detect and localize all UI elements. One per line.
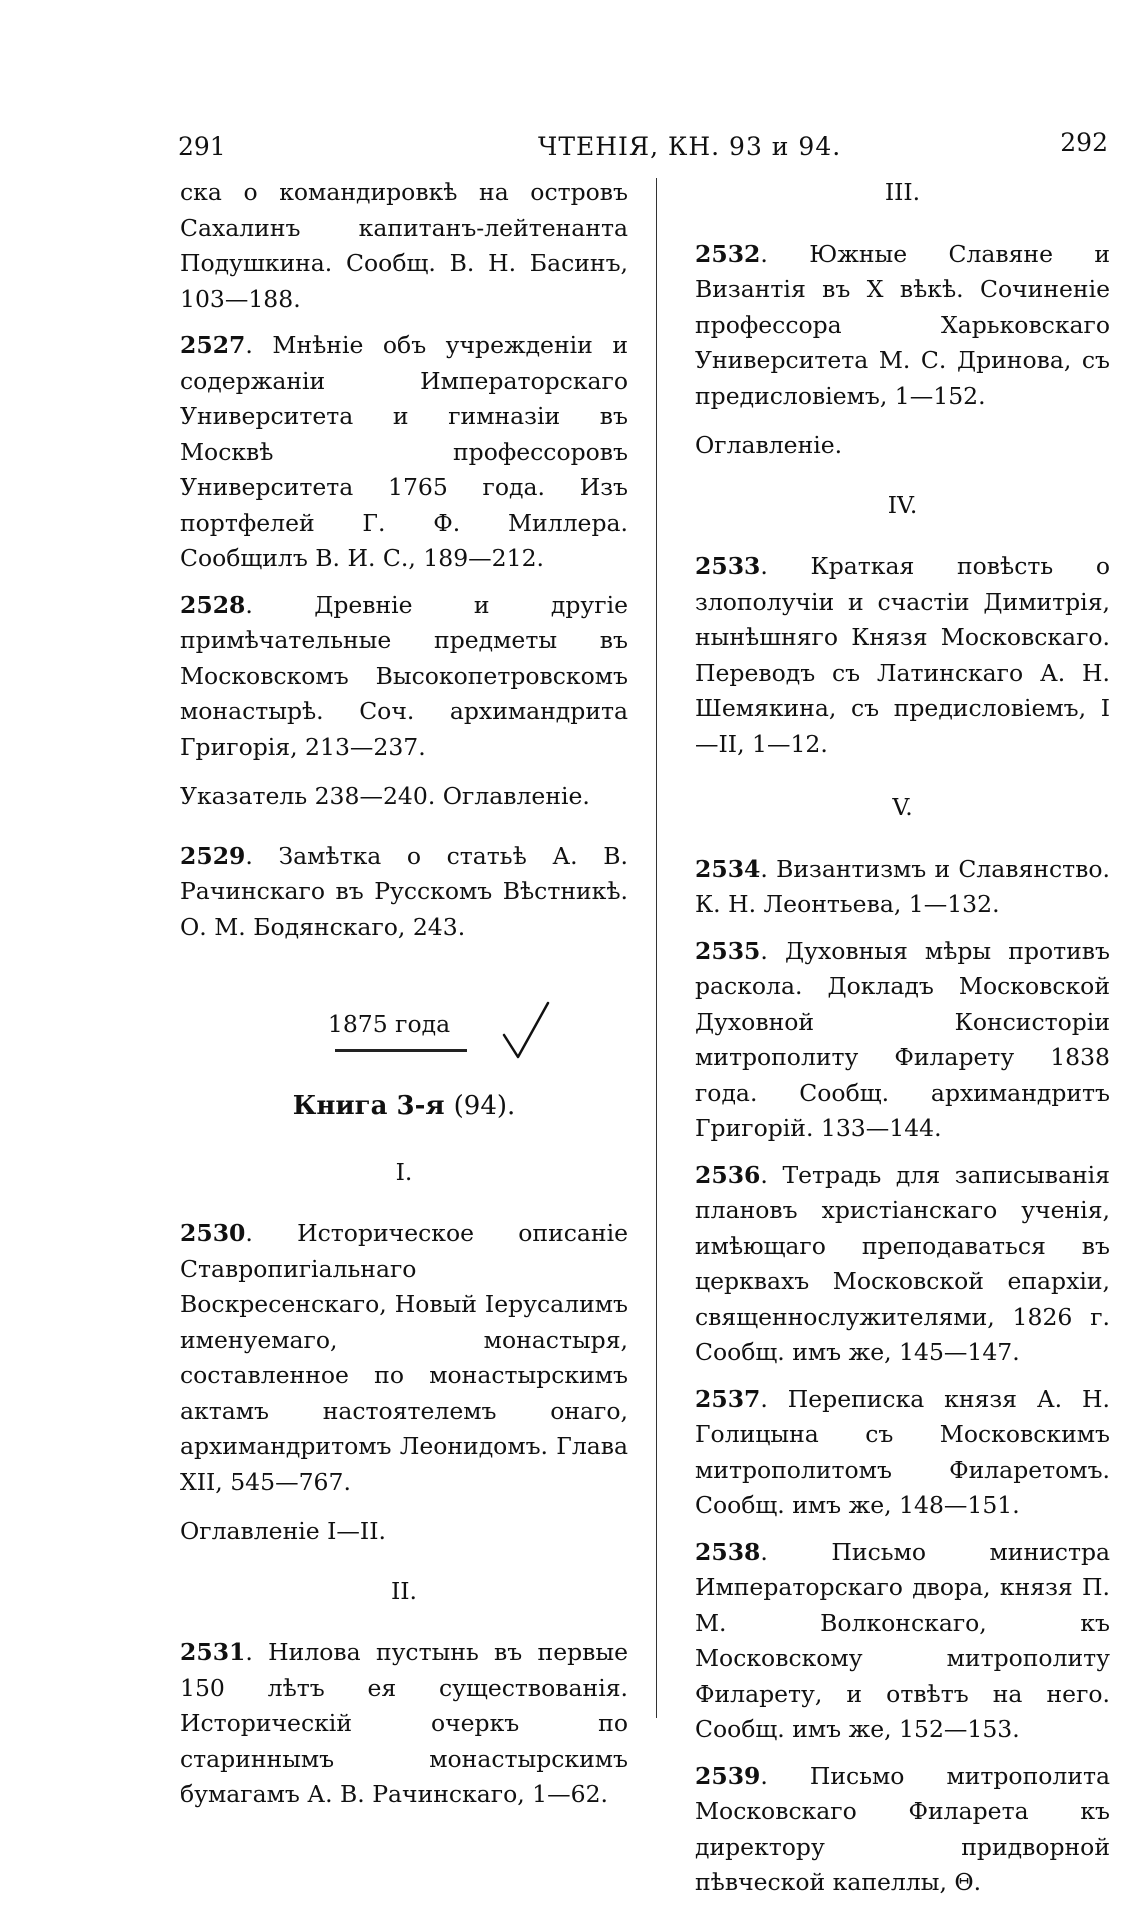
page-number-left: 291 bbox=[178, 132, 226, 161]
entry-number: 2533 bbox=[695, 552, 761, 580]
entry-2534 bbox=[695, 852, 1110, 923]
section-heading-iii: III. bbox=[884, 178, 921, 206]
entry-2535 bbox=[695, 934, 1110, 1147]
entry-2538 bbox=[695, 1535, 1110, 1748]
year-underline bbox=[335, 1049, 467, 1052]
entry-number: 2534 bbox=[695, 854, 761, 883]
entry-2528 bbox=[180, 588, 628, 766]
entry-number: 2528 bbox=[180, 590, 246, 619]
entry-number: 2537 bbox=[695, 1384, 761, 1413]
section-heading-v: V. bbox=[892, 793, 913, 821]
entry-number: 2538 bbox=[695, 1537, 761, 1566]
section-heading-ii: II. bbox=[390, 1576, 418, 1605]
entry-2529 bbox=[180, 839, 628, 946]
column-divider bbox=[656, 178, 657, 1718]
entry-number: 2539 bbox=[695, 1761, 761, 1790]
entry-number: 2532 bbox=[695, 239, 761, 268]
year-heading bbox=[180, 1007, 628, 1077]
entry-text: . Мнѣніе объ учрежденіи и содержаніи Императорскаго Университета и гимназіи въ Москвѣ профессоровъ Университета 1765 года. Изъ портфелей Г. Ф. Миллера. Сообщилъ В. И. С., 189—212. bbox=[180, 331, 628, 572]
right-column bbox=[695, 175, 1110, 1912]
entry-2532 bbox=[695, 237, 1110, 415]
entry-text: . Духовныя мѣры противъ раскола. Докладъ Московской Духовной Консисторіи митрополиту Филарету 1838 года. Сообщ. архимандритъ Григорій. 133—144. bbox=[695, 936, 1110, 1142]
running-header bbox=[178, 128, 1108, 168]
entry-text: . Тетрадь для записыванія плановъ христіанскаго ученія, имѣющаго преподаваться въ церквахъ Московской епархіи, священнослужителями, 1826 г. Сообщ. имъ же, 145—147. bbox=[695, 1160, 1110, 1366]
entry-text: . Нилова пустынь въ первые 150 лѣтъ ея существованія. Историческій очеркъ по стариннымъ монастырскимъ бумагамъ А. В. Рачинскаго, 1—62. bbox=[180, 1638, 628, 1808]
entry-number: 2530 bbox=[180, 1219, 246, 1247]
left-column bbox=[180, 175, 628, 1824]
entry-2533 bbox=[695, 549, 1110, 762]
entry-text: . Краткая повѣсть о злополучіи и счастіи Димитрія, нынѣшняго Князя Московскаго. Переводъ съ Латинскаго А. Н. Шемякина, съ предисловіемъ, I—II, 1—12. bbox=[695, 552, 1110, 758]
entry-text: . Историческое описаніе Ставропигіальнаго Воскресенскаго, Новый Іерусалимъ именуемаго, монастыря, составленное по монастырскимъ актамъ настоятелемъ онаго, архимандритомъ Леонидомъ. Глава XII, 545—767. bbox=[180, 1219, 628, 1496]
entry-2531 bbox=[180, 1635, 628, 1813]
entry-text: . Древніе и другіе примѣчательные предметы въ Московскомъ Высокопетровскомъ монастырѣ. Соч. архимандрита Григорія, 213—237. bbox=[180, 590, 628, 761]
index-line: Указатель 238—240. Оглавленіе. bbox=[180, 782, 590, 810]
entry-text: . Замѣтка о статьѣ А. В. Рачинскаго въ Русскомъ Вѣстникѣ. О. М. Бодянскаго, 243. bbox=[180, 841, 628, 941]
entry-text: . Византизмъ и Славянство. К. Н. Леонтьева, 1—132. bbox=[695, 854, 1110, 918]
entry-text: . Письмо министра Императорскаго двора, князя П. М. Волконскаго, къ Московскому митрополиту Филарету, и отвѣтъ на него. Сообщ. имъ же, 152—153. bbox=[695, 1537, 1110, 1743]
section-heading-iv: IV. bbox=[887, 490, 918, 519]
page-number-right: 292 bbox=[1060, 128, 1108, 157]
entry-2530 bbox=[180, 1216, 628, 1500]
book-number: (94). bbox=[453, 1091, 516, 1121]
book-title: Книга 3-я bbox=[292, 1091, 445, 1121]
entry-continued: ска о командировкѣ на островъ Сахалинъ капитанъ-лейтенанта Подушкина. Сообщ. В. Н. Басинъ, 103—188. bbox=[180, 178, 628, 313]
toc-line: Оглавленіе. bbox=[695, 431, 843, 459]
entry-2539 bbox=[695, 1759, 1110, 1901]
entry-2527 bbox=[180, 328, 628, 577]
entry-number: 2535 bbox=[695, 936, 761, 965]
year-label: 1875 года bbox=[327, 1010, 451, 1038]
book-heading bbox=[180, 1089, 628, 1125]
checkmark-icon bbox=[500, 1001, 552, 1061]
entry-text: . Письмо митрополита Московскаго Филарета къ директору придворной пѣвческой капеллы, Θ. bbox=[695, 1761, 1110, 1896]
entry-text: . Переписка князя А. Н. Голицына съ Московскимъ митрополитомъ Филаретомъ. Сообщ. имъ же, 148—151. bbox=[695, 1384, 1110, 1519]
entry-number: 2529 bbox=[180, 841, 246, 870]
section-heading-i: I. bbox=[395, 1157, 413, 1186]
running-title: ЧТЕНІЯ, КН. 93 и 94. bbox=[538, 132, 842, 161]
entry-number: 2527 bbox=[180, 331, 246, 359]
toc-line: Оглавленіе I—II. bbox=[180, 1517, 386, 1545]
entry-2536 bbox=[695, 1158, 1110, 1371]
entry-number: 2531 bbox=[180, 1638, 246, 1666]
entry-number: 2536 bbox=[695, 1160, 761, 1189]
entry-text: . Южные Славяне и Византія въ X вѣкѣ. Сочиненіе профессора Харьковскаго Университета М. С. Дринова, съ предисловіемъ, 1—152. bbox=[695, 239, 1110, 410]
entry-2537 bbox=[695, 1382, 1110, 1524]
